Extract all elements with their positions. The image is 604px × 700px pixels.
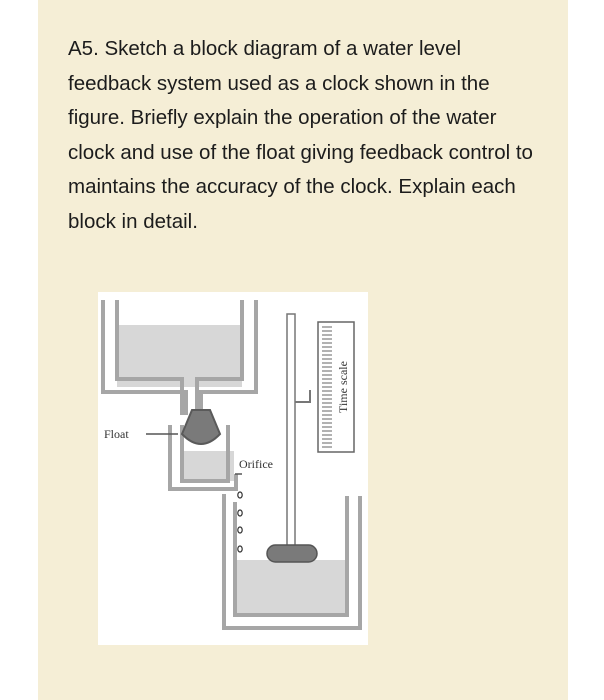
float-rod [287, 314, 295, 550]
water-drop [238, 546, 242, 552]
lower-vessel-water [236, 560, 347, 615]
water-drop [238, 492, 242, 498]
water-drop [238, 527, 242, 533]
water-clock-diagram [98, 292, 368, 645]
question-text: A5. Sketch a block diagram of a water level feedback system used as a clock shown in the figure. Briefly explain the operation of the water clock and use of the float giving feedback control to maintains the accuracy of the clock. Explain each block in detail. [68, 37, 533, 233]
time-scale-label: Time scale [336, 361, 350, 413]
float-label: Float [104, 427, 129, 441]
water-drop [238, 510, 242, 516]
water-clock-figure [98, 292, 368, 645]
water-drops [238, 492, 242, 552]
orifice-label: Orifice [239, 457, 273, 471]
time-pointer [295, 390, 310, 402]
float-valve [182, 410, 220, 444]
float-disc [267, 545, 317, 562]
